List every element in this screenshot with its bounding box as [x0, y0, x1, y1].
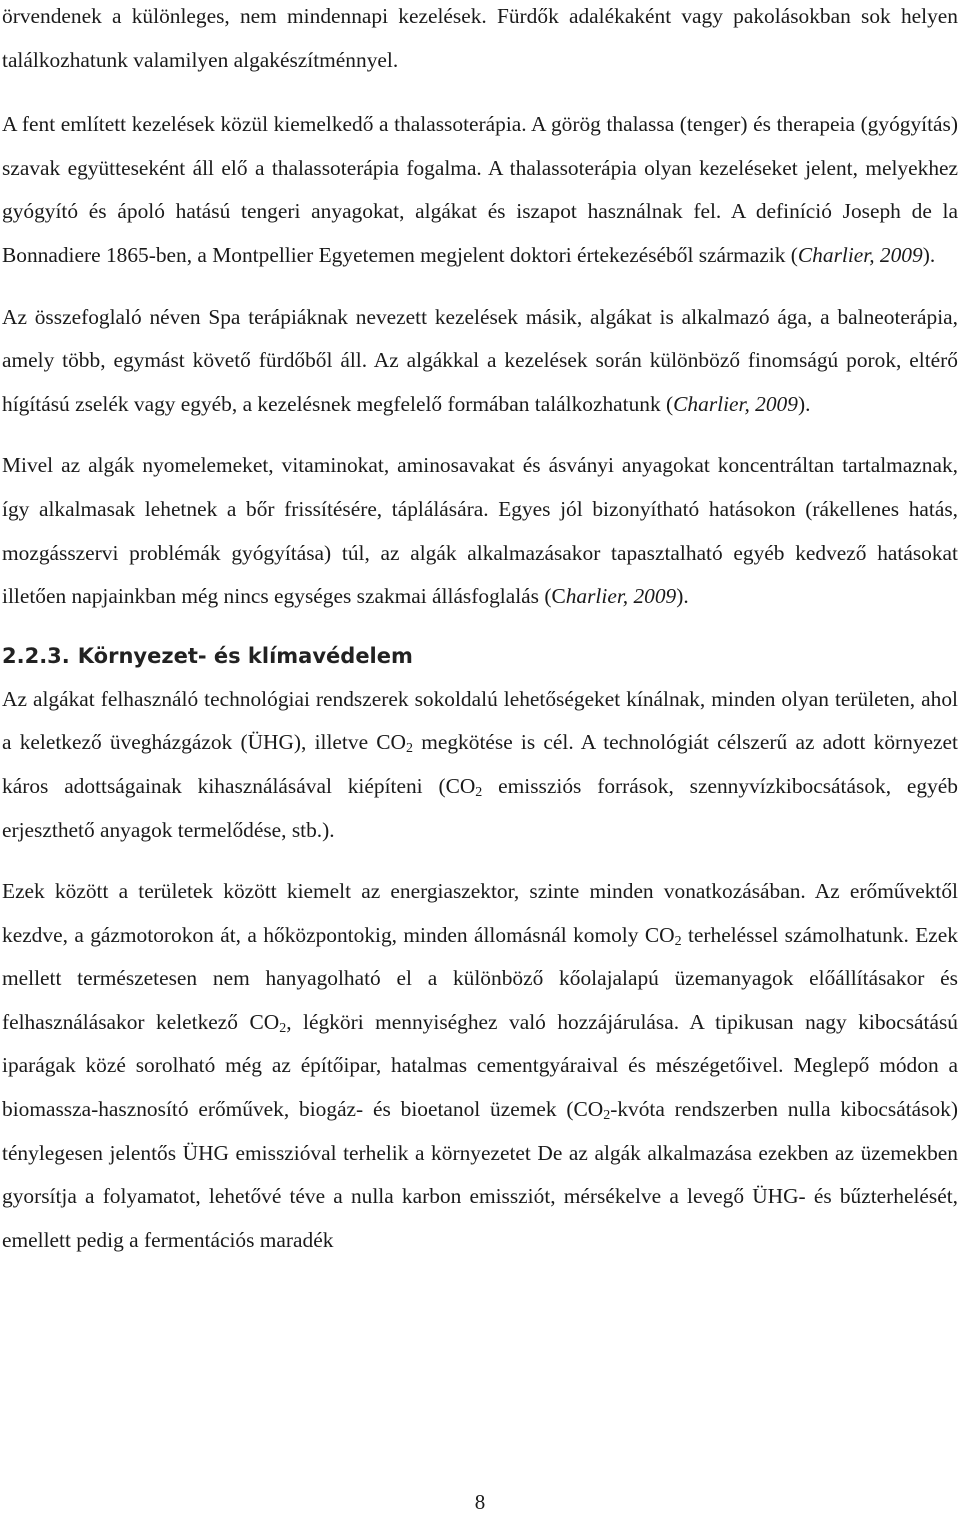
section-heading	[2, 635, 958, 678]
paragraph-1: örvendenek a különleges, nem mindennapi kezelések. Fürdők adalékaként vagy pakolásokban sok helyen találkozhatunk valamilyen algakészítménnyel.	[2, 4, 958, 72]
page-number: 8	[474, 1490, 486, 1514]
section-number: 2.2.3.	[2, 643, 70, 668]
subscript: 2	[475, 784, 483, 800]
paragraph-6: Ezek között a területek között kiemelt az energiaszektor, szinte minden vonatkozásában. Az erőművektől kezdve, a gázmotorokon át, a hőközpontokig, minden állomásnál komoly $CO_2$ terheléssel számolhatunk. Ezek mellett természetesen nem hanyagolható el a különböző kőolajalapú üzemanyagok előállításakor és felhasználásakor keletkező $CO_2$, légköri mennyiséghez való hozzájárulása. A tipikusan nagy kibocsátású iparágak közé sorolható még az építőipar, hatalmas cementgyáraival és mészégetőivel. Meglepő módon a biomassza-hasznosító erőművek, biogáz- és bioetanol üzemek ($CO_2$-kvóta rendszerben nulla kibocsátások) ténylegesen jelentős ÜHG emisszióval terhelik a környezetet De az algák alkalmazása ezekben az üzemekben gyorsítja a folyamatot, lehetővé téve a nulla karbon emissziót, mérsékelve a levegő ÜHG- és bűzterhelését, emellett pedig a fermentációs maradék	[2, 879, 959, 1252]
subscript: 2	[279, 1020, 287, 1036]
paragraph-5: Az algákat felhasználó technológiai rendszerek sokoldalú lehetőségeket kínálnak, minden olyan területen, ahol a keletkező üvegházgázok (ÜHG), illetve $CO_2$ megkötése is cél. A technológiát célszerű az adott környezet káros adottságainak kihasználásával kiépíteni ($CO_2$ emissziós források, szennyvízkibocsátások, egyéb erjeszthető anyagok termelődése, stb.).	[2, 686, 958, 842]
subscript: 2	[674, 933, 682, 949]
paragraph-3: Az összefoglaló néven Spa terápiáknak nevezett kezelések másik, algákat is alkalmazó ága, a balneoterápia, amely több, egymást követő fürdőből áll. Az algákkal a kezelések során különböző finomságú porok, eltérő hígítású zselék vagy egyéb, a kezelésnek megfelelő formában találkozhatunk (Charlier, 2009).	[2, 304, 958, 416]
paragraph-2: A fent említett kezelések közül kiemelkedő a thalassoterápia. A görög thalassa (tenger) és therapeia (gyógyítás) szavak együtteseként áll elő a thalassoterápia fogalma. A thalassoterápia olyan kezeléseket jelent, melyekhez gyógyító és ápoló hatású tengeri anyagokat, algákat és iszapot használnak fel. A definíció Joseph de la Bonnadiere 1865-ben, a Montpellier Egyetemen megjelent doktori értekezéséből származik (Charlier, 2009).	[2, 112, 958, 267]
paragraph-4: Mivel az algák nyomelemeket, vitaminokat, aminosavakat és ásványi anyagokat koncentráltan tartalmaznak, így alkalmasak lehetnek a bőr frissítésére, táplálására. Egyes jól bizonyítható hatásokon (rákellenes hatás, mozgásszervi problémák gyógyítása) túl, az algák alkalmazásakor tapasztalható egyéb kedvező hatásokat illetően napjainkban még nincs egységes szakmai állásfoglalás (Charlier, 2009).	[2, 453, 958, 609]
citation: Charlier, 2009	[673, 391, 798, 416]
subscript: 2	[406, 741, 413, 757]
citation: Charlier, 2009	[797, 242, 923, 267]
section-title: Környezet- és klímavédelem	[77, 643, 413, 668]
subscript: 2	[603, 1108, 611, 1124]
citation: harlier, 2009	[565, 584, 677, 609]
